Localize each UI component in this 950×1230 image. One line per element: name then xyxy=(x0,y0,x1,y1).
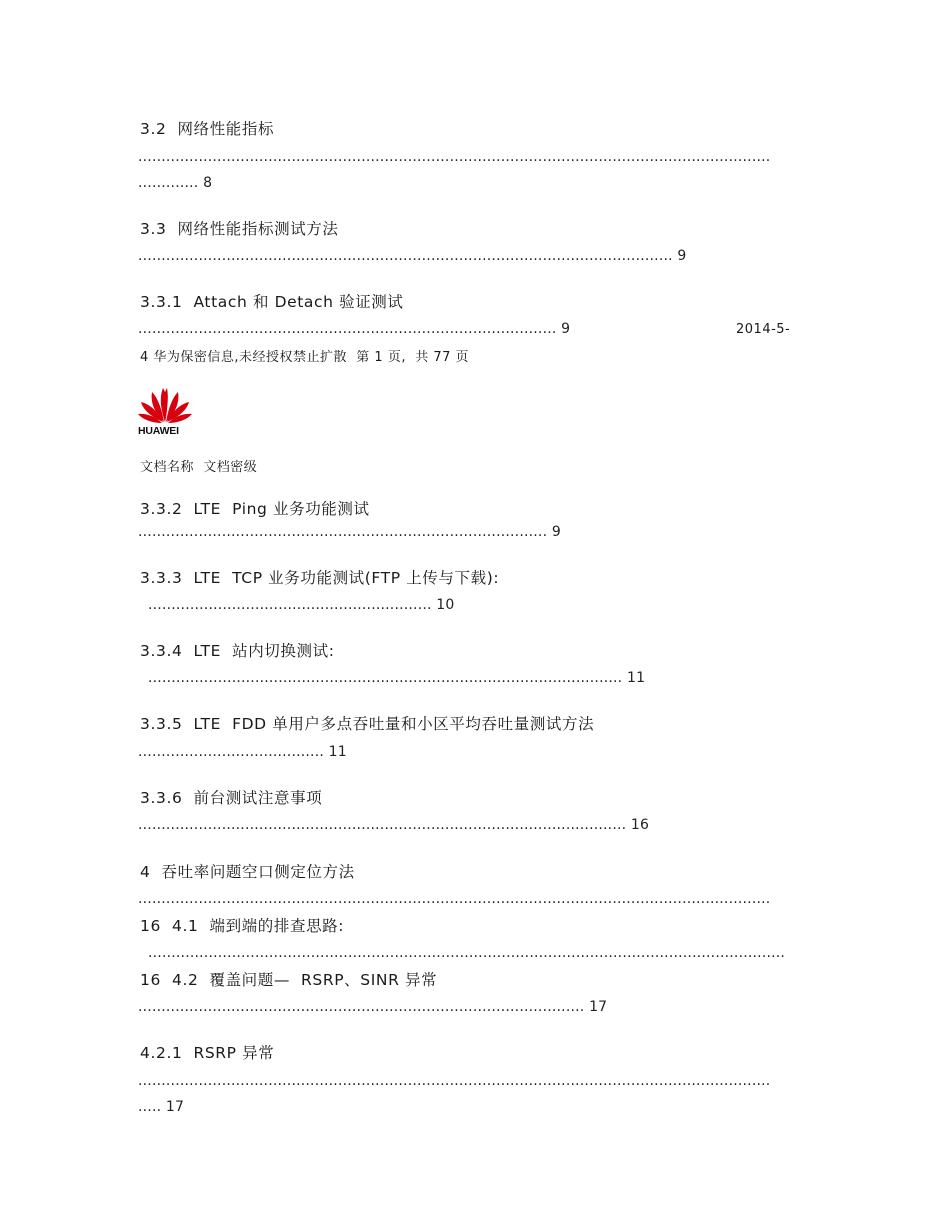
huawei-logo xyxy=(138,386,192,438)
huawei-petals-icon xyxy=(138,386,192,424)
toc-heading-3-3-5: 3.3.5 LTE FDD 单用户多点吞吐量和小区平均吞吐量测试方法 xyxy=(140,715,595,733)
toc-heading-4-1: 16 4.1 端到端的排查思路: xyxy=(140,917,345,935)
toc-leader: ........................................................................................................................................ xyxy=(138,891,771,907)
toc-leader: ......................................................................................................... 16 xyxy=(138,817,650,833)
toc-leader: ............................................................. 10 xyxy=(148,597,455,613)
toc-heading-3-3-6: 3.3.6 前台测试注意事项 xyxy=(140,789,323,807)
footer-confidential-line: 4 华为保密信息,未经授权禁止扩散 第 1 页, 共 77 页 xyxy=(140,350,470,365)
toc-heading-4: 4 吞吐率问题空口侧定位方法 xyxy=(140,863,355,881)
toc-heading-3-2: 3.2 网络性能指标 xyxy=(140,120,275,138)
toc-heading-4-2: 16 4.2 覆盖问题— RSRP、SINR 异常 xyxy=(140,971,438,989)
toc-leader: ........................................................................................................................................ xyxy=(138,149,771,165)
toc-leader-page: ..... 17 xyxy=(138,1099,185,1115)
footer-date: 2014-5- xyxy=(736,322,791,337)
toc-leader: ........................................................................................ 9 xyxy=(138,524,561,540)
toc-leader-page: ............. 8 xyxy=(138,175,213,191)
toc-heading-3-3-3: 3.3.3 LTE TCP 业务功能测试(FTP 上传与下载): xyxy=(140,569,500,587)
toc-heading-3-3: 3.3 网络性能指标测试方法 xyxy=(140,220,339,238)
toc-leader: ...................................................................................................... 11 xyxy=(148,670,646,686)
doc-name-security-level: 文档名称 文档密级 xyxy=(140,460,258,475)
huawei-logo-text: HUAWEI xyxy=(138,425,179,437)
toc-heading-3-3-1: 3.3.1 Attach 和 Detach 验证测试 xyxy=(140,293,404,311)
toc-leader: ................................................................................................ 17 xyxy=(138,999,608,1015)
toc-leader: ........................................ 11 xyxy=(138,744,347,760)
toc-leader: ......................................................................................................................................... xyxy=(148,945,786,961)
toc-heading-3-3-4: 3.3.4 LTE 站内切换测试: xyxy=(140,642,335,660)
toc-heading-4-2-1: 4.2.1 RSRP 异常 xyxy=(140,1044,275,1062)
toc-leader: ................................................................................................................... 9 xyxy=(138,248,687,264)
toc-leader: ........................................................................................................................................ xyxy=(138,1073,771,1089)
toc-heading-3-3-2: 3.3.2 LTE Ping 业务功能测试 xyxy=(140,500,370,518)
toc-leader: .......................................................................................... 9 xyxy=(138,321,571,337)
